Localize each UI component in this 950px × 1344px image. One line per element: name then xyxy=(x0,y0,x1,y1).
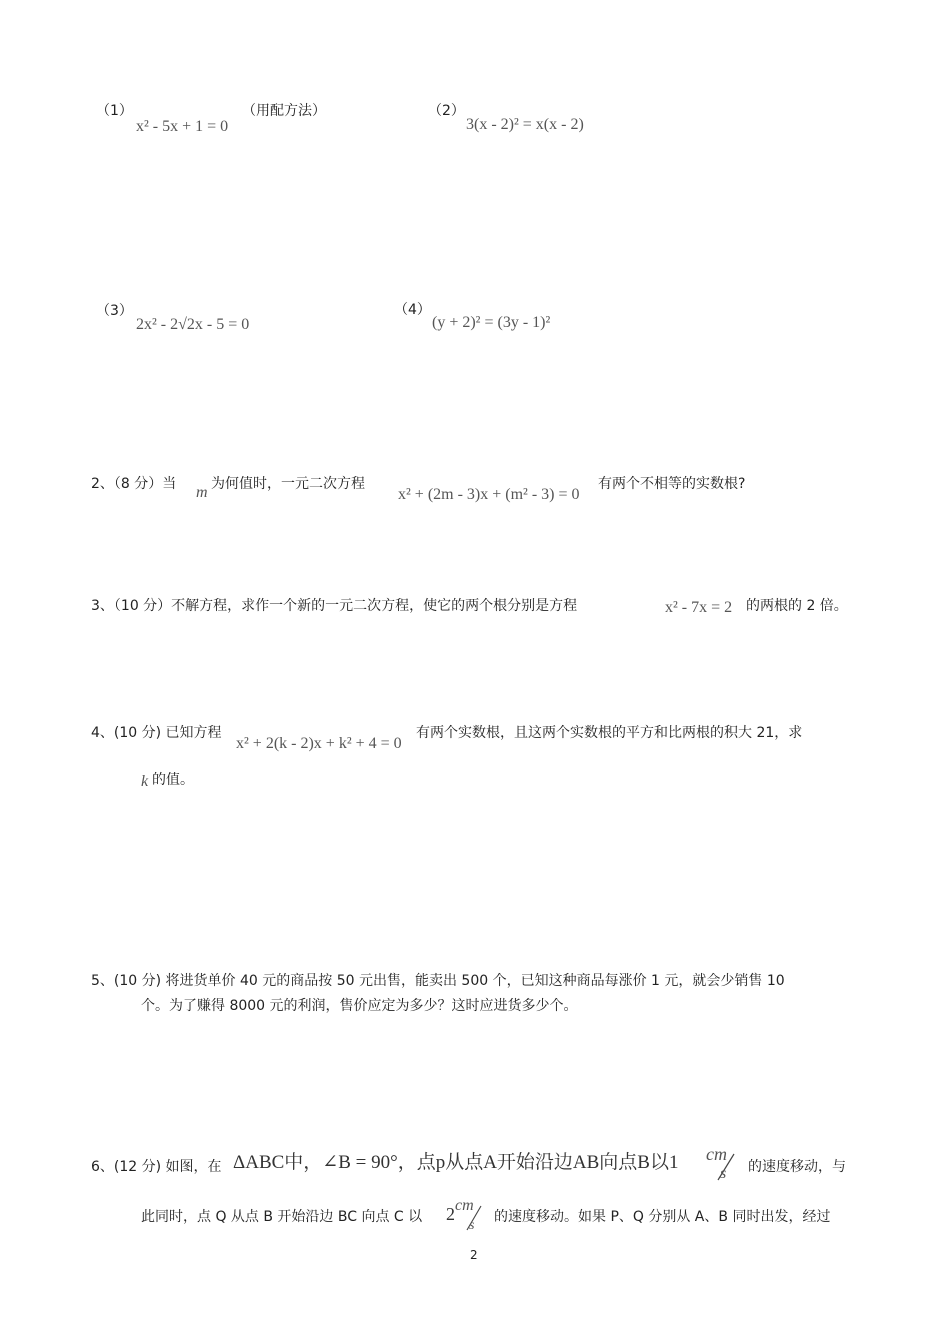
problem-4-label: （4） xyxy=(394,302,431,318)
question-4-variable: k xyxy=(141,773,149,790)
page-number: 2 xyxy=(470,1248,478,1262)
question-5-line2: 个。为了赚得 8000 元的利润，售价应定为多少？这时应进货多少个。 xyxy=(141,998,578,1014)
problem-3-label: （3） xyxy=(96,303,133,319)
problem-1-note: （用配方法） xyxy=(242,103,326,119)
question-3-suffix: 的两根的 2 倍。 xyxy=(746,598,848,614)
question-4-equation: x² + 2(k - 2)x + k² + 4 = 0 xyxy=(236,735,402,752)
question-3-prefix: 3、（10 分）不解方程，求作一个新的一元二次方程，使它的两个根分别是方程 xyxy=(91,598,578,614)
unit-numerator: cm xyxy=(455,1197,474,1214)
question-6-formula: ΔABC中，∠B = 90°，点p从点A开始沿边AB向点B以1 xyxy=(233,1152,679,1173)
unit-numerator: cm xyxy=(706,1144,727,1164)
question-6-speed-unit-2 xyxy=(455,1196,491,1236)
question-6-line2-suffix: 的速度移动。如果 P、Q 分别从 A、B 同时出发，经过 xyxy=(494,1209,831,1225)
question-6-speed-2: 2 xyxy=(446,1204,455,1224)
unit-denominator: s xyxy=(720,1165,727,1182)
question-6-line2-prefix: 此同时，点 Q 从点 B 开始沿边 BC 向点 C 以 xyxy=(141,1209,423,1225)
question-2-prefix: 2、（8 分）当 xyxy=(91,476,177,492)
question-6-prefix: 6、(12 分) 如图，在 xyxy=(91,1159,222,1175)
problem-4-equation: (y + 2)² = (3y - 1)² xyxy=(432,314,551,331)
unit-denominator: s xyxy=(469,1218,475,1233)
question-5-line1: 5、(10 分) 将进货单价 40 元的商品按 50 元出售，能卖出 500 个，已知这种商品每涨价 1 元，就会少销售 10 xyxy=(91,973,785,989)
question-2-variable: m xyxy=(196,484,208,501)
question-6-speed-unit-1 xyxy=(706,1144,742,1184)
question-6-suffix: 的速度移动，与 xyxy=(748,1159,846,1175)
problem-3-equation: 2x² - 2√2x - 5 = 0 xyxy=(136,316,250,333)
question-3-equation: x² - 7x = 2 xyxy=(665,599,733,616)
problem-1-equation: x² - 5x + 1 = 0 xyxy=(136,118,229,135)
question-2-equation: x² + (2m - 3)x + (m² - 3) = 0 xyxy=(398,486,580,503)
question-4-line2: 的值。 xyxy=(152,772,194,788)
question-4-prefix: 4、(10 分) 已知方程 xyxy=(91,725,222,741)
problem-2-label: （2） xyxy=(428,103,465,119)
question-4-suffix: 有两个实数根，且这两个实数根的平方和比两根的积大 21，求 xyxy=(416,725,803,741)
question-2-suffix: 有两个不相等的实数根? xyxy=(598,476,746,492)
problem-2-equation: 3(x - 2)² = x(x - 2) xyxy=(466,116,584,133)
question-2-mid: 为何值时，一元二次方程 xyxy=(211,476,365,492)
problem-1-label: （1） xyxy=(96,103,133,119)
